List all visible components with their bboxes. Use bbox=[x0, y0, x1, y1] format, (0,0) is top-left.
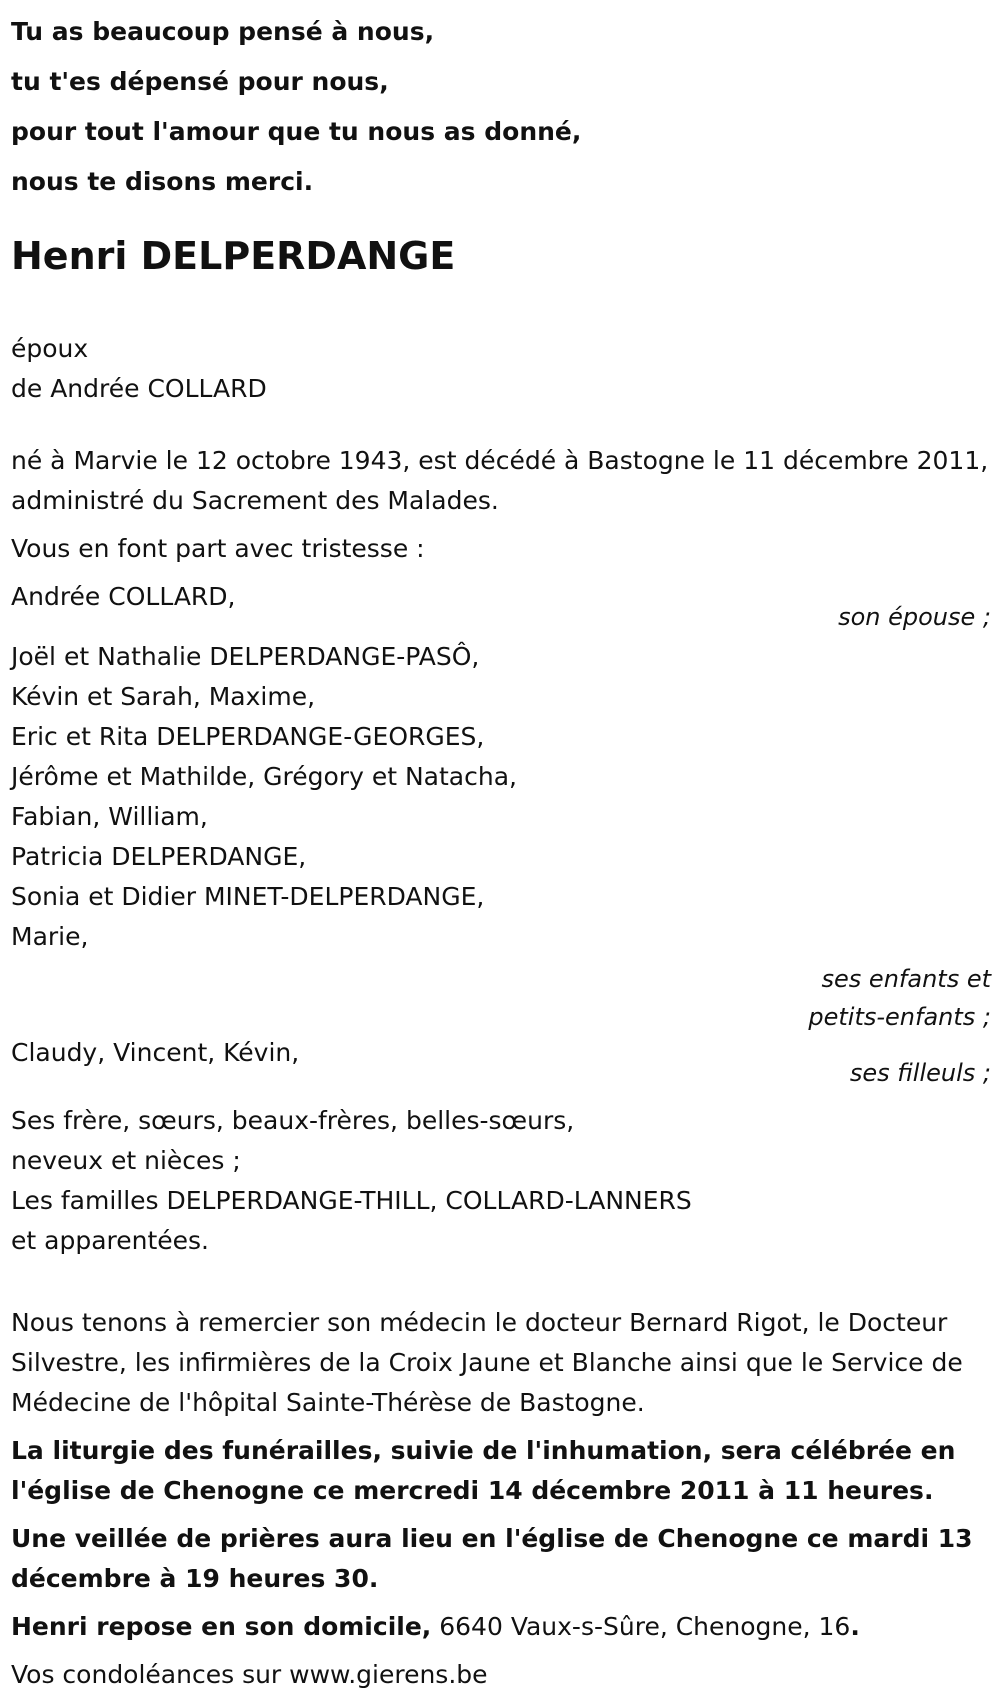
condolences-line: Vos condoléances sur www.gierens.be bbox=[11, 1660, 488, 1689]
deceased-name: Henri DELPERDANGE bbox=[11, 234, 456, 278]
spouse-block bbox=[11, 329, 991, 409]
child-line-4: Jérôme et Mathilde, Grégory et Natacha, bbox=[11, 762, 517, 791]
poem bbox=[11, 7, 991, 207]
rest-end-mark: . bbox=[850, 1612, 860, 1641]
poem-line-1: Tu as beaucoup pensé à nous, bbox=[11, 17, 435, 46]
poem-line-2: tu t'es dépensé pour nous, bbox=[11, 67, 389, 96]
relatives-line-4: et apparentées. bbox=[11, 1226, 209, 1255]
godchildren-names: Claudy, Vincent, Kévin, bbox=[11, 1038, 300, 1067]
child-line-3: Eric et Rita DELPERDANGE-GEORGES, bbox=[11, 722, 485, 751]
family-relatives-group bbox=[11, 1101, 991, 1261]
family-spouse-name: Andrée COLLARD, bbox=[11, 582, 236, 611]
poem-line-4: nous te disons merci. bbox=[11, 167, 314, 196]
child-line-6: Patricia DELPERDANGE, bbox=[11, 842, 307, 871]
vigil-text: Une veillée de prières aura lieu en l'église de Chenogne ce mardi 13 décembre à 19 heures 30. bbox=[11, 1524, 973, 1593]
rest-bold: Henri repose en son domicile, bbox=[11, 1612, 432, 1641]
relatives-line-2: neveux et nièces ; bbox=[11, 1146, 241, 1175]
thanks-text: Nous tenons à remercier son médecin le docteur Bernard Rigot, le Docteur Silvestre, les infirmières de la Croix Jaune et Blanche ainsi que le Service de Médecine de l'hôpital Sainte-Thérèse de Bastogne. bbox=[11, 1308, 963, 1417]
birth-death-text: né à Marvie le 12 octobre 1943, est décédé à Bastogne le 11 décembre 2011, administré du Sacrement des Malades. bbox=[11, 446, 989, 515]
child-line-2: Kévin et Sarah, Maxime, bbox=[11, 682, 316, 711]
family-godchildren-group bbox=[11, 1033, 991, 1093]
family-spouse-role: son épouse ; bbox=[838, 603, 991, 631]
children-role-line-1: ses enfants et bbox=[821, 965, 991, 993]
spouse-label: époux bbox=[11, 334, 89, 363]
family-spouse-group bbox=[11, 577, 991, 637]
rest-line bbox=[11, 1607, 991, 1647]
child-line-7: Sonia et Didier MINET-DELPERDANGE, bbox=[11, 882, 485, 911]
child-line-1: Joël et Nathalie DELPERDANGE-PASÔ, bbox=[11, 642, 480, 671]
poem-line-3: pour tout l'amour que tu nous as donné, bbox=[11, 117, 582, 146]
family-children-group bbox=[11, 637, 991, 1037]
godchildren-role: ses filleuls ; bbox=[849, 1059, 991, 1087]
children-role-line-2: petits-enfants ; bbox=[808, 1003, 991, 1031]
child-line-8: Marie, bbox=[11, 922, 89, 951]
announcement: Vous en font part avec tristesse : bbox=[11, 534, 425, 563]
relatives-line-1: Ses frère, sœurs, beaux-frères, belles-sœurs, bbox=[11, 1106, 575, 1135]
obituary-page bbox=[11, 0, 991, 1695]
child-line-5: Fabian, William, bbox=[11, 802, 208, 831]
rest-address: 6640 Vaux-s-Sûre, Chenogne, 16 bbox=[431, 1612, 851, 1641]
spouse-name-line: de Andrée COLLARD bbox=[11, 374, 267, 403]
relatives-line-3: Les familles DELPERDANGE-THILL, COLLARD-LANNERS bbox=[11, 1186, 692, 1215]
funeral-text: La liturgie des funérailles, suivie de l'inhumation, sera célébrée en l'église de Chenogne ce mercredi 14 décembre 2011 à 11 heures. bbox=[11, 1436, 956, 1505]
